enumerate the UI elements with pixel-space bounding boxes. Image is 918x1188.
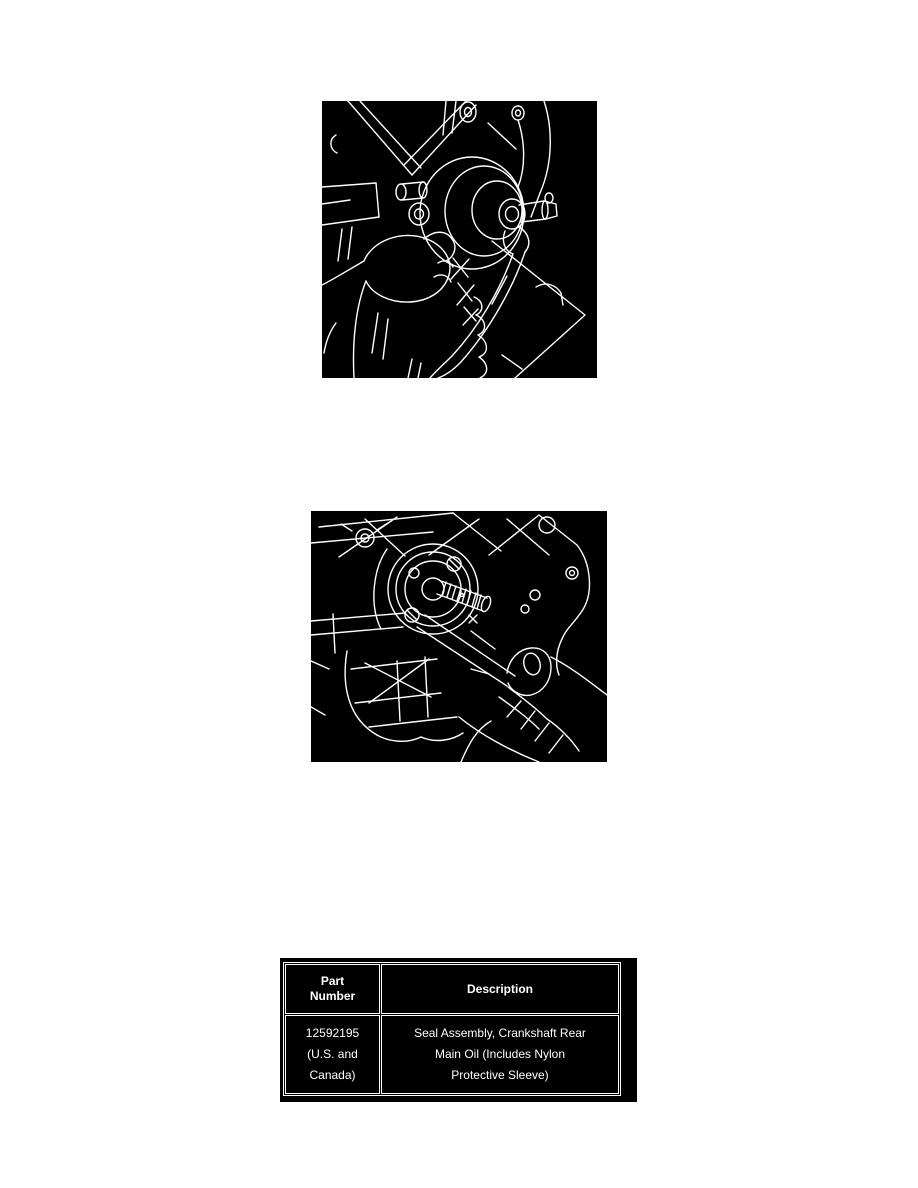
description-line-1: Seal Assembly, Crankshaft Rear: [414, 1026, 586, 1040]
part-number-line-2: (U.S. and: [307, 1047, 358, 1061]
description-line-2: Main Oil (Includes Nylon: [434, 1047, 566, 1061]
part-number-cell: [285, 1015, 380, 1094]
engine-wrench-line-art: [322, 101, 597, 378]
part-number-line-3: Canada): [309, 1068, 356, 1082]
figure-rear-main-seal-installer: [311, 511, 607, 762]
seal-installer-line-art: [311, 511, 607, 762]
part-number-header-line-1: Part: [320, 974, 345, 988]
parts-table-container: [280, 958, 637, 1102]
description-header: [381, 964, 619, 1014]
part-number-line-1: 12592195: [305, 1026, 360, 1040]
parts-table-row: [285, 1015, 619, 1094]
description-header-line: Description: [466, 981, 533, 996]
part-number-header: [285, 964, 380, 1014]
part-number-header-line-2: Number: [309, 989, 356, 1003]
figure-crankshaft-seal-wrench: [322, 101, 597, 378]
parts-table-header-row: [285, 964, 619, 1014]
description-line-3: Protective Sleeve): [451, 1068, 549, 1082]
description-cell: [381, 1015, 619, 1094]
parts-table: [283, 962, 621, 1096]
